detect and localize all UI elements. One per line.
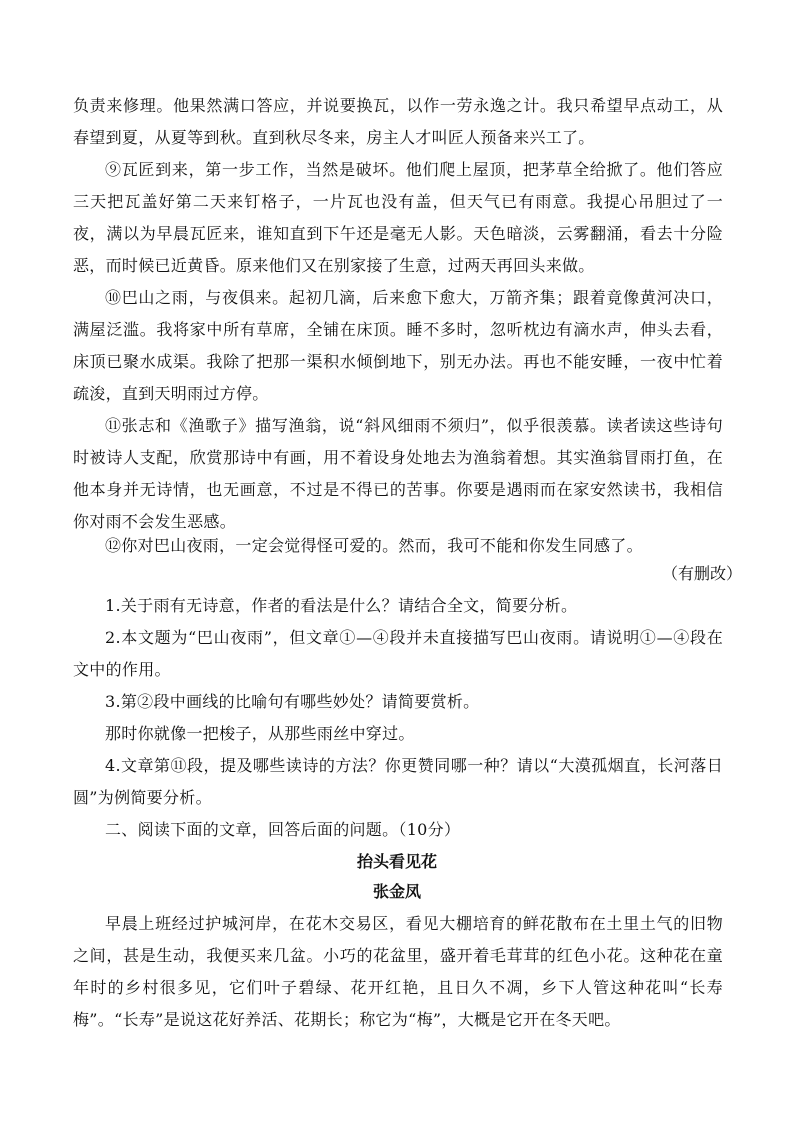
paragraph-continuation: 负责来修理。他果然满口答应，并说要换瓦，以作一劳永逸之计。我只希望早点动工，从春望到夏，从夏等到秋。直到秋尽冬来，房主人才叫匠人预备来兴工了。: [73, 96, 723, 147]
question-3: 3.第②段中画线的比喻句有哪些妙处？请简要赏析。: [105, 692, 480, 711]
revision-note: （有删改）: [661, 564, 742, 583]
article-paragraph-1: 早晨上班经过护城河岸，在花木交易区，看见大棚培育的鲜花散布在土里土气的旧物之间，甚是生动，我便买来几盆。小巧的花盆里，盛开着毛茸茸的红色小花。这种花在童年时的乡村很多见，它们叶子碧绿、花开红艳，且日久不凋，乡下人管这种花叫“长寿梅”。“长寿”是说这花好养活、花期长；称它为“梅”，大概是它开在冬天吧。: [73, 914, 723, 1029]
paragraph-10: ⑩巴山之雨，与夜俱来。起初几滴，后来愈下愈大，万箭齐集；跟着竟像黄河决口，满屋泛滥。我将家中所有草席，全铺在床顶。睡不多时，忽听枕边有滴水声，伸头去看，床顶已聚水成渠。我除了把那一渠积水倾倒地下，别无办法。再也不能安睡，一夜中忙着疏浚，直到天明雨过方停。: [73, 288, 723, 403]
question-1: 1.关于雨有无诗意，作者的看法是什么？请结合全文，简要分析。: [105, 596, 578, 615]
question-4: 4.文章第⑪段，提及哪些读诗的方法？你更赞同哪一种？请以“大漠孤烟直，长河落日圆”为例简要分析。: [73, 756, 723, 807]
section-2-heading: 二、阅读下面的文章，回答后面的问题。（10分）: [105, 820, 461, 839]
question-2: 2.本文题为“巴山夜雨”，但文章①—④段并未直接描写巴山夜雨。请说明①—④段在文中的作用。: [73, 628, 723, 679]
paragraph-11: ⑪张志和《渔歌子》描写渔翁，说“斜风细雨不须归”，似乎很羡慕。读者读这些诗句时被诗人支配，欣赏那诗中有画，用不着设身处地去为渔翁着想。其实渔翁冒雨打鱼，在他本身并无诗情，也无画意，不过是不得已的苦事。你要是遇雨而在家安然读书，我相信你对雨不会发生恶感。: [73, 416, 723, 531]
question-3-quote: 那时你就像一把梭子，从那些雨丝中穿过。: [105, 724, 415, 743]
article-author: 张金凤: [372, 882, 421, 901]
paragraph-9: ⑨瓦匠到来，第一步工作，当然是破坏。他们爬上屋顶，把茅草全给掀了。他们答应三天把瓦盖好第二天来钉格子，一片瓦也没有盖，但天气已有雨意。我提心吊胆过了一夜，满以为早晨瓦匠来，谁知直到下午还是毫无人影。天色暗淡，云雾翻涌，看去十分险恶，而时候已近黄昏。原来他们又在别家接了生意，过两天再回头来做。: [73, 160, 723, 275]
paragraph-12: ⑫你对巴山夜雨，一定会觉得怪可爱的。然而，我可不能和你发生同感了。: [105, 536, 643, 555]
article-title: 抬头看见花: [356, 852, 437, 871]
